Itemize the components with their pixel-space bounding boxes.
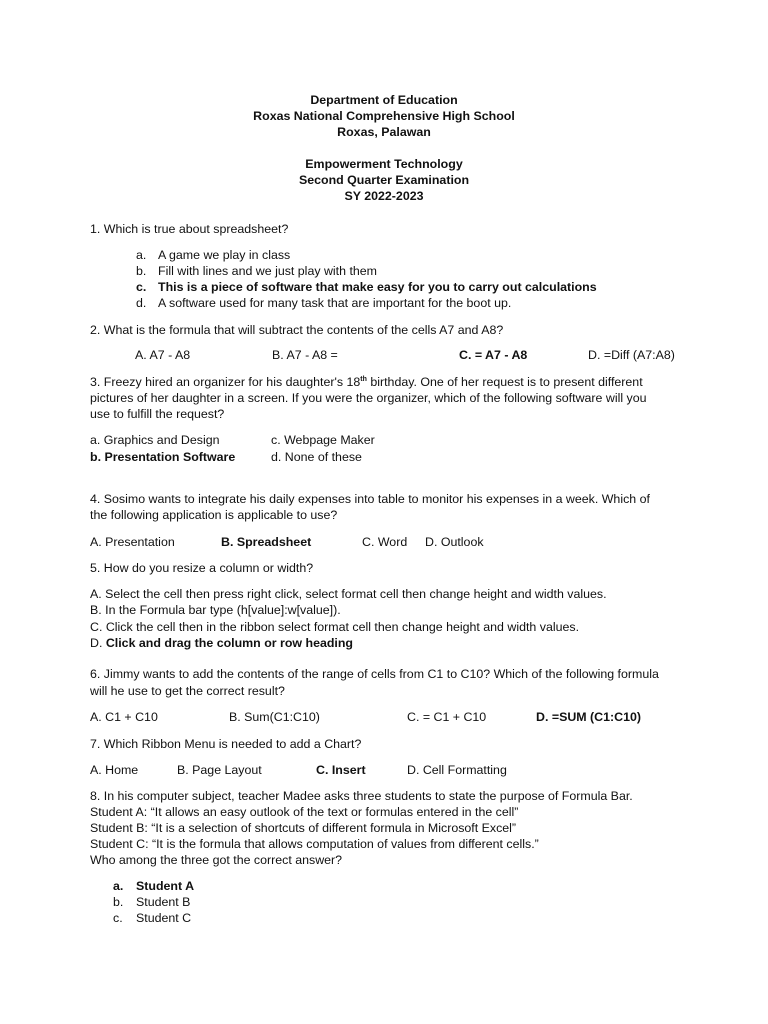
option-c: C. Click the cell then in the ribbon select format cell then change height and width values.: [90, 620, 580, 634]
option-d: D. =Diff (A7:A8): [588, 348, 675, 362]
option-marker: d.: [136, 296, 147, 310]
option-c: C. = C1 + C10: [407, 710, 487, 724]
option-marker-correct: c.: [136, 280, 147, 294]
option-text: A game we play in class: [158, 248, 291, 262]
option-c-correct: C. = A7 - A8: [459, 348, 528, 362]
option-a: A. Presentation: [90, 535, 175, 549]
option-b-correct: B. Spreadsheet: [221, 535, 312, 549]
option-d: d. None of these: [271, 450, 362, 464]
header-exam: Second Quarter Examination: [298, 173, 470, 187]
superscript-th: th: [360, 376, 367, 383]
question-8-line-1: 8. In his computer subject, teacher Madee asks three students to state the purpose of Formula Bar.: [90, 789, 633, 803]
option-marker: D.: [90, 636, 106, 650]
option-c: C. Word: [362, 535, 408, 549]
option-d-correct: [90, 635, 353, 651]
question-8-student-b: Student B: “It is a selection of shortcuts of different formula in Microsoft Excel”: [90, 821, 517, 835]
question-1: 1. Which is true about spreadsheet?: [90, 222, 289, 236]
question-6-line-1: 6. Jimmy wants to add the contents of the range of cells from C1 to C10? Which of the following formula: [90, 667, 659, 681]
question-3-text: birthday. One of her request is to present different: [366, 375, 643, 389]
option-a: A. Home: [90, 763, 139, 777]
question-2: 2. What is the formula that will subtract the contents of the cells A7 and A8?: [90, 323, 504, 337]
option-c-correct: C. Insert: [316, 763, 366, 777]
question-3-line-2: pictures of her daughter in a screen. If you were the organizer, which of the following software will you: [90, 391, 647, 405]
question-3-line-1: [90, 374, 643, 390]
option-b: B. Sum(C1:C10): [229, 710, 320, 724]
question-5: 5. How do you resize a column or width?: [90, 561, 314, 575]
option-c: c. Webpage Maker: [271, 433, 375, 447]
option-d-correct: D. =SUM (C1:C10): [536, 710, 641, 724]
option-a: A. Select the cell then press right click, select format cell then change height and width values.: [90, 587, 607, 601]
question-7: 7. Which Ribbon Menu is needed to add a Chart?: [90, 737, 362, 751]
question-6-line-2: will he use to get the correct result?: [90, 684, 285, 698]
option-text-correct: This is a piece of software that make easy for you to carry out calculations: [158, 280, 597, 294]
option-a: a. Graphics and Design: [90, 433, 220, 447]
question-3-text: 3. Freezy hired an organizer for his daughter's 18: [90, 375, 361, 389]
option-text: Student B: [136, 895, 191, 909]
option-text: A software used for many task that are important for the boot up.: [158, 296, 512, 310]
option-text: Student C: [136, 911, 192, 925]
option-marker: b.: [136, 264, 147, 278]
option-d: D. Outlook: [425, 535, 484, 549]
option-marker: b.: [113, 895, 124, 909]
option-a: A. C1 + C10: [90, 710, 158, 724]
option-text-correct: Click and drag the column or row heading: [105, 636, 353, 650]
question-4-line-1: 4. Sosimo wants to integrate his daily expenses into table to monitor his expenses in a week. Which of: [90, 492, 650, 506]
option-b: B. In the Formula bar type (h[value]:w[value]).: [90, 603, 341, 617]
option-marker: a.: [136, 248, 147, 262]
header-subject: Empowerment Technology: [305, 157, 463, 171]
header-school: Roxas National Comprehensive High School: [253, 109, 515, 123]
question-8-student-c: Student C: “It is the formula that allows computation of values from different cells.”: [90, 837, 539, 851]
option-d: D. Cell Formatting: [407, 763, 507, 777]
question-3-line-3: use to fulfill the request?: [90, 407, 225, 421]
question-8-prompt: Who among the three got the correct answer?: [90, 853, 343, 867]
option-text: Fill with lines and we just play with them: [158, 264, 377, 278]
header-location: Roxas, Palawan: [337, 125, 431, 139]
option-a: A. A7 - A8: [135, 348, 191, 362]
option-text-correct: Student A: [136, 879, 195, 893]
option-b: B. A7 - A8 =: [272, 348, 338, 362]
question-8-student-a: Student A: “It allows an easy outlook of the text or formulas entered in the cell”: [90, 805, 519, 819]
option-b-correct: b. Presentation Software: [90, 450, 236, 464]
option-marker-correct: a.: [113, 879, 124, 893]
option-marker: c.: [113, 911, 123, 925]
header-school-year: SY 2022-2023: [344, 189, 424, 203]
option-b: B. Page Layout: [177, 763, 262, 777]
question-4-line-2: the following application is applicable to use?: [90, 508, 338, 522]
header-department: Department of Education: [310, 93, 458, 107]
